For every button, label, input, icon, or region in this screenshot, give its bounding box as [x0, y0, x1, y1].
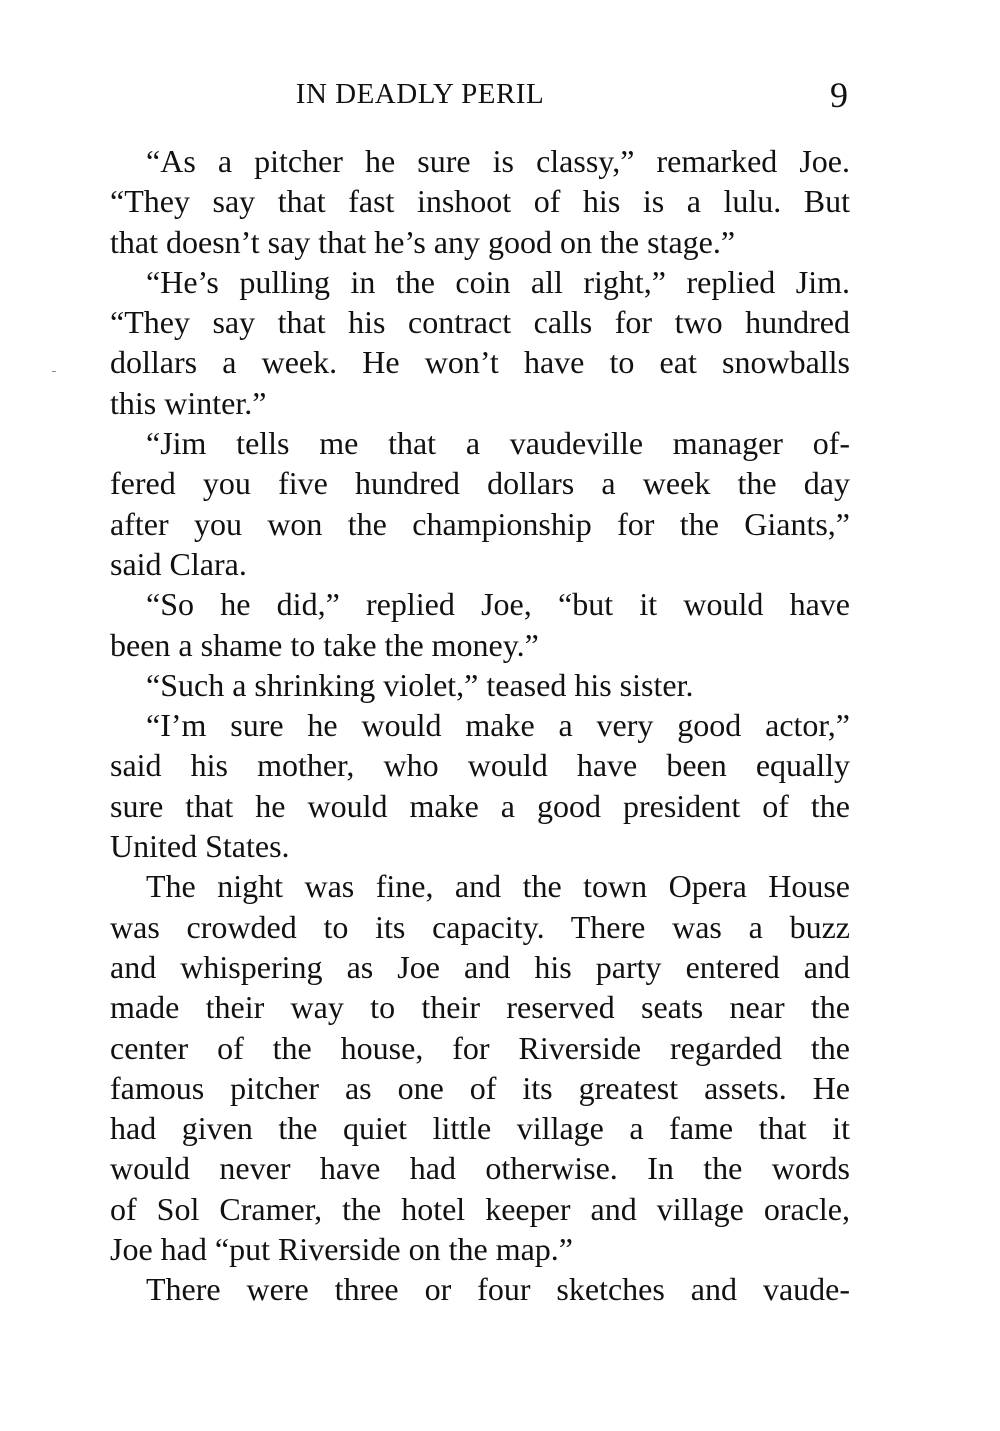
stray-mark — [52, 371, 56, 372]
text-line: this winter.” — [110, 384, 267, 421]
text-line: after you won the championship for the Giants,” — [110, 505, 850, 542]
text-line: would never have had otherwise. In the words — [110, 1150, 850, 1187]
text-line: and whispering as Joe and his party entered and — [110, 948, 850, 985]
text-line: United States. — [110, 828, 290, 865]
text-line: “They say that his contract calls for two hundred — [110, 304, 850, 341]
page-number: 9 — [830, 75, 848, 115]
text-line: Joe had “put Riverside on the map.” — [110, 1231, 573, 1268]
text-line: dollars a week. He won’t have to eat snowballs — [110, 344, 850, 381]
text-line: famous pitcher as one of its greatest assets. He — [110, 1069, 850, 1106]
text-line: that doesn’t say that he’s any good on the stage.” — [110, 223, 736, 260]
running-title: IN DEADLY PERIL — [295, 78, 545, 110]
text-line: fered you five hundred dollars a week the day — [110, 465, 850, 502]
text-line: of Sol Cramer, the hotel keeper and village oracle, — [110, 1190, 850, 1227]
text-line: There were three or four sketches and vaude- — [146, 1271, 850, 1308]
text-line: said his mother, who would have been equally — [110, 747, 850, 784]
text-line: “He’s pulling in the coin all right,” replied Jim. — [146, 263, 850, 300]
text-line: The night was fine, and the town Opera House — [146, 868, 850, 905]
text-line: “Jim tells me that a vaudeville manager of- — [146, 425, 850, 462]
text-line: “I’m sure he would make a very good actor,” — [146, 707, 850, 744]
text-line: been a shame to take the money.” — [110, 626, 539, 663]
text-line: center of the house, for Riverside regarded the — [110, 1029, 850, 1066]
running-head — [110, 72, 850, 122]
text-line: “As a pitcher he sure is classy,” remarked Joe. — [146, 143, 850, 179]
text-line: said Clara. — [110, 545, 247, 582]
text-line: sure that he would make a good president of the — [110, 787, 850, 824]
text-line: made their way to their reserved seats near the — [110, 989, 850, 1026]
text-line: “They say that fast inshoot of his is a lulu. But — [110, 183, 850, 220]
text-line: was crowded to its capacity. There was a buzz — [110, 908, 850, 945]
body-text — [110, 141, 850, 1310]
text-line: “Such a shrinking violet,” teased his sister. — [146, 666, 694, 703]
text-line: had given the quiet little village a fame that it — [110, 1110, 850, 1147]
text-line: “So he did,” replied Joe, “but it would have — [146, 586, 850, 623]
